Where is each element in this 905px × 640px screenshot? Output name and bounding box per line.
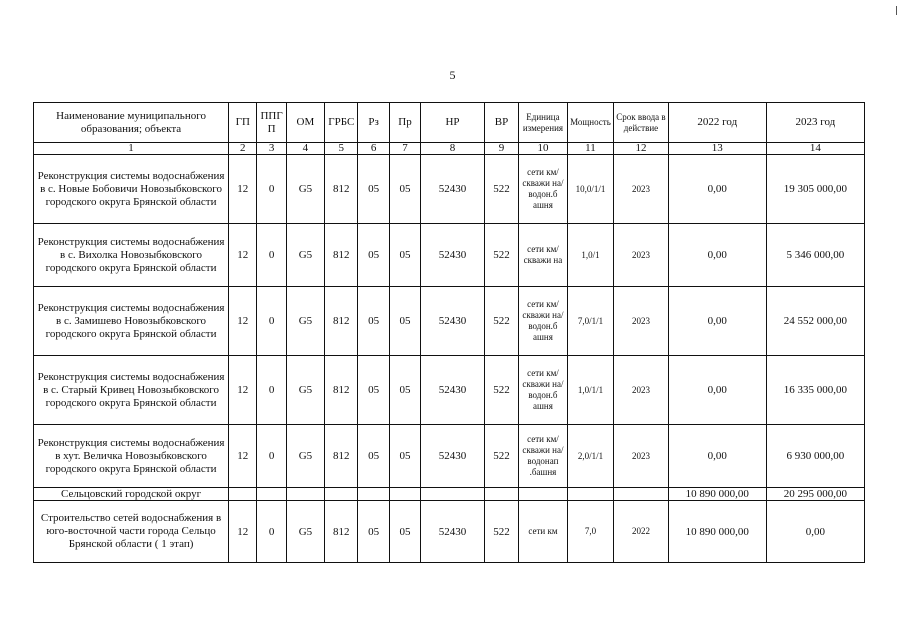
cell-om: G5 <box>286 155 324 224</box>
cell-vr: 522 <box>484 287 518 356</box>
cell-term: 2023 <box>614 287 669 356</box>
header-power: Мощность <box>567 103 614 143</box>
cell-2023: 0,00 <box>766 501 864 563</box>
region-2022: 10 890 000,00 <box>668 488 766 501</box>
column-number: 9 <box>484 143 518 155</box>
cell-ppgp: 0 <box>257 224 286 287</box>
region-total-row <box>34 488 865 501</box>
cell-ppgp: 0 <box>257 501 286 563</box>
cell-2023: 5 346 000,00 <box>766 224 864 287</box>
header-grbs: ГРБС <box>325 103 358 143</box>
column-number: 7 <box>389 143 420 155</box>
cell-nr: 52430 <box>421 425 485 488</box>
column-number: 1 <box>34 143 229 155</box>
header-name: Наименование муниципального образования; объекта <box>34 103 229 143</box>
column-number: 14 <box>766 143 864 155</box>
column-number: 2 <box>229 143 257 155</box>
header-rz: Рз <box>358 103 389 143</box>
column-number: 3 <box>257 143 286 155</box>
column-number: 5 <box>325 143 358 155</box>
table-row <box>34 356 865 425</box>
cell-2023: 16 335 000,00 <box>766 356 864 425</box>
cell-vr: 522 <box>484 356 518 425</box>
investment-table <box>33 102 865 563</box>
cell-grbs: 812 <box>325 224 358 287</box>
cell-gp: 12 <box>229 287 257 356</box>
cell-power: 2,0/1/1 <box>567 425 614 488</box>
cell-pr: 05 <box>389 224 420 287</box>
column-number-row <box>34 143 865 155</box>
table-row <box>34 501 865 563</box>
cell-unit: сети км/скважи на/водон.б ашня <box>519 356 568 425</box>
cell-unit: сети км/скважи на/водон.б ашня <box>519 287 568 356</box>
region-name: Сельцовский городской округ <box>34 488 229 501</box>
cell-grbs: 812 <box>325 155 358 224</box>
cell-gp: 12 <box>229 425 257 488</box>
cell-nr: 52430 <box>421 224 485 287</box>
page-number: 5 <box>449 68 456 82</box>
cell-om: G5 <box>286 287 324 356</box>
cell-grbs: 812 <box>325 356 358 425</box>
object-name: Реконструкция системы водоснабжения в с. Новые Бобовичи Новозыбковского городского округа Брянской области <box>34 155 229 224</box>
table-row <box>34 287 865 356</box>
cell-pr: 05 <box>389 501 420 563</box>
cell-term: 2023 <box>614 356 669 425</box>
cell-gp: 12 <box>229 155 257 224</box>
table-row <box>34 155 865 224</box>
cell-ppgp: 0 <box>257 356 286 425</box>
cell-term: 2022 <box>614 501 669 563</box>
cell-2022: 0,00 <box>668 224 766 287</box>
cell-grbs: 812 <box>325 425 358 488</box>
column-number: 6 <box>358 143 389 155</box>
cell-gp: 12 <box>229 501 257 563</box>
header-unit: Единица измерения <box>519 103 568 143</box>
column-number: 13 <box>668 143 766 155</box>
cell-nr: 52430 <box>421 287 485 356</box>
header-term: Срок ввода в действие <box>614 103 669 143</box>
cell-rz: 05 <box>358 425 389 488</box>
cell-om: G5 <box>286 356 324 425</box>
cell-pr: 05 <box>389 356 420 425</box>
cell-rz: 05 <box>358 356 389 425</box>
object-name: Реконструкция системы водоснабжения в с. Замишево Новозыбковского городского округа Брянской области <box>34 287 229 356</box>
cell-nr: 52430 <box>421 501 485 563</box>
cell-2023: 6 930 000,00 <box>766 425 864 488</box>
cell-om: G5 <box>286 425 324 488</box>
cell-power: 1,0/1/1 <box>567 356 614 425</box>
cell-nr: 52430 <box>421 155 485 224</box>
cell-unit: сети км <box>519 501 568 563</box>
cell-2022: 0,00 <box>668 356 766 425</box>
cell-om: G5 <box>286 224 324 287</box>
region-2023: 20 295 000,00 <box>766 488 864 501</box>
cell-vr: 522 <box>484 224 518 287</box>
object-name: Реконструкция системы водоснабжения в с. Вихолка Новозыбковского городского округа Брянской области <box>34 224 229 287</box>
object-name: Реконструкция системы водоснабжения в хут. Величка Новозыбковского городского округа Брянской области <box>34 425 229 488</box>
cell-unit: сети км/скважи на/водон.б ашня <box>519 155 568 224</box>
cell-term: 2023 <box>614 224 669 287</box>
cell-2022: 10 890 000,00 <box>668 501 766 563</box>
header-2023: 2023 год <box>766 103 864 143</box>
header-om: ОМ <box>286 103 324 143</box>
cell-ppgp: 0 <box>257 155 286 224</box>
cell-term: 2023 <box>614 155 669 224</box>
column-number: 10 <box>519 143 568 155</box>
cell-ppgp: 0 <box>257 287 286 356</box>
cell-power: 7,0 <box>567 501 614 563</box>
cell-2022: 0,00 <box>668 155 766 224</box>
cell-pr: 05 <box>389 155 420 224</box>
cell-pr: 05 <box>389 287 420 356</box>
header-gp: ГП <box>229 103 257 143</box>
header-ppgp: ППГ П <box>257 103 286 143</box>
cell-unit: сети км/скважи на <box>519 224 568 287</box>
cell-power: 7,0/1/1 <box>567 287 614 356</box>
cell-ppgp: 0 <box>257 425 286 488</box>
cell-om: G5 <box>286 501 324 563</box>
cell-vr: 522 <box>484 425 518 488</box>
cell-rz: 05 <box>358 224 389 287</box>
header-2022: 2022 год <box>668 103 766 143</box>
cell-rz: 05 <box>358 501 389 563</box>
cell-pr: 05 <box>389 425 420 488</box>
object-name: Строительство сетей водоснабжения в юго-восточной части города Сельцо Брянской области ( 1 этап) <box>34 501 229 563</box>
header-vr: ВР <box>484 103 518 143</box>
cell-2022: 0,00 <box>668 287 766 356</box>
cell-vr: 522 <box>484 155 518 224</box>
cell-grbs: 812 <box>325 501 358 563</box>
cell-unit: сети км/скважи на/водонап .башня <box>519 425 568 488</box>
cell-power: 10,0/1/1 <box>567 155 614 224</box>
cell-grbs: 812 <box>325 287 358 356</box>
cell-gp: 12 <box>229 224 257 287</box>
cell-nr: 52430 <box>421 356 485 425</box>
cell-2023: 24 552 000,00 <box>766 287 864 356</box>
cell-rz: 05 <box>358 287 389 356</box>
header-row <box>34 103 865 143</box>
cell-term: 2023 <box>614 425 669 488</box>
object-name: Реконструкция системы водоснабжения в с. Старый Кривец Новозыбковского городского округа Брянской области <box>34 356 229 425</box>
cell-power: 1,0/1 <box>567 224 614 287</box>
column-number: 11 <box>567 143 614 155</box>
cell-2023: 19 305 000,00 <box>766 155 864 224</box>
column-number: 4 <box>286 143 324 155</box>
header-nr: НР <box>421 103 485 143</box>
cell-vr: 522 <box>484 501 518 563</box>
table-row <box>34 224 865 287</box>
header-pr: Пр <box>389 103 420 143</box>
corner-tick-mark <box>896 6 897 15</box>
column-number: 12 <box>614 143 669 155</box>
cell-rz: 05 <box>358 155 389 224</box>
column-number: 8 <box>421 143 485 155</box>
cell-2022: 0,00 <box>668 425 766 488</box>
cell-gp: 12 <box>229 356 257 425</box>
table-row <box>34 425 865 488</box>
